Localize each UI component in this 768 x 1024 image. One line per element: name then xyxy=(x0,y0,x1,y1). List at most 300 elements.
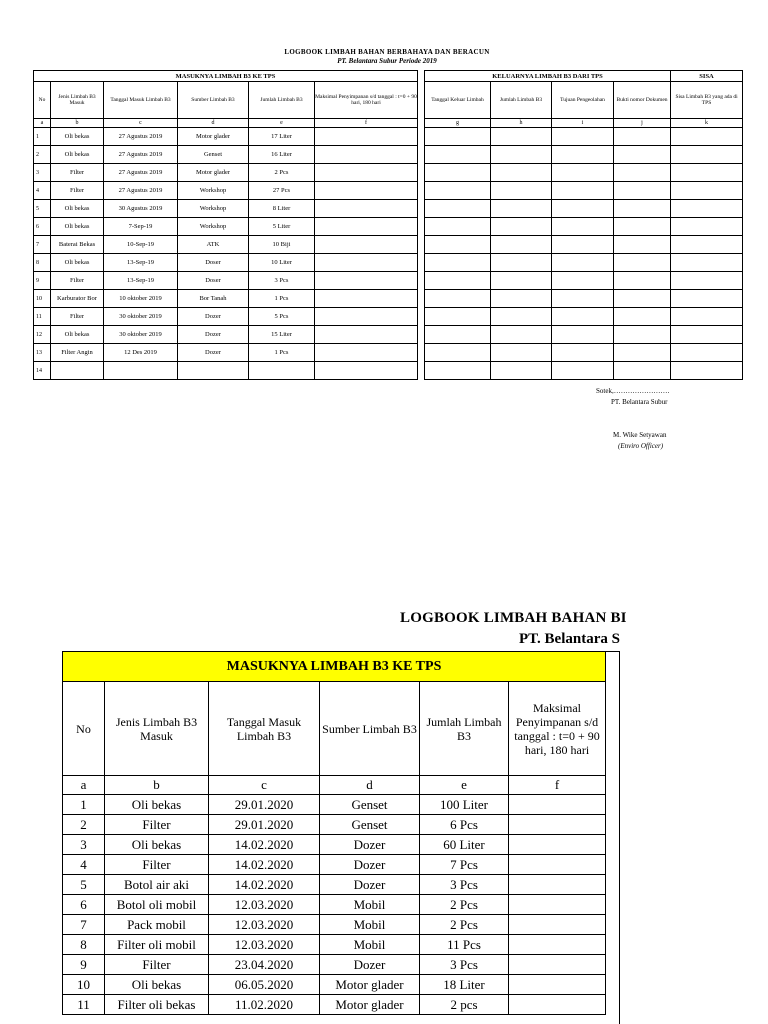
signature-company: PT. Belantara Subur xyxy=(611,398,668,406)
table-row xyxy=(34,254,418,272)
table-cell xyxy=(491,164,552,182)
table-cell: 12.03.2020 xyxy=(209,895,320,915)
section-in-header: MASUKNYA LIMBAH B3 KE TPS xyxy=(63,652,606,682)
table-cell xyxy=(509,995,606,1015)
table-cell xyxy=(614,236,671,254)
col-header: Tanggal Masuk Limbah B3 xyxy=(104,82,178,119)
table-cell xyxy=(552,362,614,380)
table-cell xyxy=(315,218,418,236)
table-cell: Pack mobil xyxy=(105,915,209,935)
table-cell: Motor glader xyxy=(320,995,420,1015)
table-cell: Dozer xyxy=(320,875,420,895)
table-cell xyxy=(315,362,418,380)
table-cell xyxy=(425,290,491,308)
table-cell xyxy=(614,326,671,344)
table-cell xyxy=(509,895,606,915)
col-letter: a xyxy=(63,776,105,795)
table-cell xyxy=(104,362,178,380)
column-header-row xyxy=(34,82,418,119)
table-cell: Motor glader xyxy=(178,164,249,182)
table-cell xyxy=(552,200,614,218)
table-cell xyxy=(614,218,671,236)
col-letter: k xyxy=(671,119,743,128)
table-cell xyxy=(491,344,552,362)
col-header: Jenis Limbah B3 Masuk xyxy=(105,682,209,776)
table-cell: 7 xyxy=(63,915,105,935)
table-cell xyxy=(614,128,671,146)
table-cell xyxy=(671,200,743,218)
table-cell: Dozer xyxy=(178,344,249,362)
table-cell xyxy=(509,915,606,935)
table-cell: Filter xyxy=(51,182,104,200)
table-edge-line xyxy=(619,651,620,1024)
col-letter: e xyxy=(420,776,509,795)
table-cell: Oli bekas xyxy=(51,326,104,344)
col-letter: d xyxy=(178,119,249,128)
col-letter: f xyxy=(509,776,606,795)
section-in-header: MASUKNYA LIMBAH B3 KE TPS xyxy=(34,71,418,82)
table-cell: 3 xyxy=(63,835,105,855)
table-cell: Baterai Bekas xyxy=(51,236,104,254)
table-cell: 2 pcs xyxy=(420,995,509,1015)
table-cell xyxy=(671,146,743,164)
table-cell xyxy=(509,835,606,855)
table-cell xyxy=(425,200,491,218)
table-cell: Workshop xyxy=(178,182,249,200)
table-row xyxy=(63,935,606,955)
table-cell: Filter xyxy=(51,308,104,326)
column-header-row xyxy=(425,82,743,119)
table-cell xyxy=(509,955,606,975)
table-row xyxy=(63,975,606,995)
table-row xyxy=(34,218,418,236)
table-cell: Mobil xyxy=(320,935,420,955)
table-row xyxy=(425,272,743,290)
table-cell: 5 Pcs xyxy=(249,308,315,326)
table-cell: Dozer xyxy=(320,835,420,855)
table-cell: 2 Pcs xyxy=(420,915,509,935)
column-header-row xyxy=(63,682,606,776)
table-row xyxy=(425,200,743,218)
table-cell: 12.03.2020 xyxy=(209,915,320,935)
table-row xyxy=(34,326,418,344)
table-cell xyxy=(614,200,671,218)
table-cell: Filter xyxy=(51,164,104,182)
table-body xyxy=(63,795,606,1015)
table-cell xyxy=(315,128,418,146)
table-cell xyxy=(315,290,418,308)
table-cell: ATK xyxy=(178,236,249,254)
table-cell: 14.02.2020 xyxy=(209,835,320,855)
col-letter: a xyxy=(34,119,51,128)
table-cell xyxy=(614,272,671,290)
table-cell: 10 Liter xyxy=(249,254,315,272)
col-header: Maksimal Penyimpanan s/d tanggal : t=0 + 90 hari, 180 hari xyxy=(315,82,418,119)
logbook-subtitle: PT. Belantara Subur Periode 2019 xyxy=(337,57,437,65)
table-cell: 3 xyxy=(34,164,51,182)
table-row xyxy=(63,895,606,915)
section-header-row xyxy=(63,652,606,682)
table-row xyxy=(34,290,418,308)
table-cell: Workshop xyxy=(178,218,249,236)
signature-name: M. Wike Setyawan xyxy=(613,431,667,439)
table-cell: Oli bekas xyxy=(51,218,104,236)
table-cell xyxy=(614,362,671,380)
table-cell: 27 Agustus 2019 xyxy=(104,146,178,164)
table-cell: 13 xyxy=(34,344,51,362)
table-cell xyxy=(671,290,743,308)
table-cell: Oli bekas xyxy=(105,795,209,815)
table-cell xyxy=(552,344,614,362)
table-cell xyxy=(315,308,418,326)
logbook-title: LOGBOOK LIMBAH BAHAN BERBAHAYA DAN BERACUN xyxy=(284,48,490,56)
table-cell: 1 Pcs xyxy=(249,290,315,308)
table-cell: 14.02.2020 xyxy=(209,875,320,895)
table-cell: Dozer xyxy=(178,326,249,344)
table-row xyxy=(425,236,743,254)
col-header: No xyxy=(63,682,105,776)
table-cell: 14 xyxy=(34,362,51,380)
table-cell: Doser xyxy=(178,272,249,290)
table-cell: 29.01.2020 xyxy=(209,815,320,835)
col-letter: c xyxy=(104,119,178,128)
col-header: Sumber Limbah B3 xyxy=(320,682,420,776)
table-cell: Filter oli mobil xyxy=(105,935,209,955)
table-cell: 100 Liter xyxy=(420,795,509,815)
table-cell: 27 Agustus 2019 xyxy=(104,128,178,146)
table-cell xyxy=(425,128,491,146)
outgoing-waste-table xyxy=(424,70,743,380)
table-cell: Dozer xyxy=(178,308,249,326)
table-cell: 10 Biji xyxy=(249,236,315,254)
table-cell xyxy=(315,146,418,164)
table-cell xyxy=(671,218,743,236)
table-cell: 30 oktober 2019 xyxy=(104,308,178,326)
table-cell: 7 Pcs xyxy=(420,855,509,875)
table-cell: Workshop xyxy=(178,200,249,218)
table-cell xyxy=(425,254,491,272)
table-cell xyxy=(315,272,418,290)
table-row xyxy=(63,835,606,855)
table-cell: Botol air aki xyxy=(105,875,209,895)
col-letter: b xyxy=(51,119,104,128)
table-cell xyxy=(552,164,614,182)
table-row xyxy=(34,236,418,254)
table-cell xyxy=(552,272,614,290)
table-cell xyxy=(509,815,606,835)
table-cell xyxy=(552,182,614,200)
table-cell xyxy=(315,326,418,344)
table-body xyxy=(425,128,743,380)
table-cell xyxy=(249,362,315,380)
table-cell: 7-Sep-19 xyxy=(104,218,178,236)
col-header: Tanggal Masuk Limbah B3 xyxy=(209,682,320,776)
table-cell: 10 oktober 2019 xyxy=(104,290,178,308)
table-cell xyxy=(671,164,743,182)
table-cell xyxy=(552,308,614,326)
table-cell xyxy=(315,200,418,218)
table-cell xyxy=(509,875,606,895)
table-cell xyxy=(315,236,418,254)
table-cell xyxy=(491,218,552,236)
logbook-title-large: LOGBOOK LIMBAH BAHAN BI xyxy=(400,610,627,626)
table-cell: 30 oktober 2019 xyxy=(104,326,178,344)
table-row xyxy=(34,146,418,164)
table-cell: 30 Agustus 2019 xyxy=(104,200,178,218)
table-cell xyxy=(491,200,552,218)
col-header: Sisa Limbah B3 yang ada di TPS xyxy=(671,82,743,119)
table-cell: 10-Sep-19 xyxy=(104,236,178,254)
signature-place: Sotek,…………………… xyxy=(596,387,670,395)
table-cell xyxy=(552,236,614,254)
table-cell: 18 Liter xyxy=(420,975,509,995)
table-cell: 7 xyxy=(34,236,51,254)
table-cell: 15 Liter xyxy=(249,326,315,344)
table-cell xyxy=(178,362,249,380)
table-cell xyxy=(614,146,671,164)
table-row xyxy=(63,995,606,1015)
table-cell: 1 xyxy=(63,795,105,815)
table-row xyxy=(63,955,606,975)
table-cell: Filter Angin xyxy=(51,344,104,362)
table-cell xyxy=(425,308,491,326)
table-cell: 2 xyxy=(34,146,51,164)
table-cell: 27 Agustus 2019 xyxy=(104,182,178,200)
table-cell xyxy=(491,326,552,344)
table-cell: 8 xyxy=(34,254,51,272)
table-cell: 13-Sep-19 xyxy=(104,272,178,290)
table-cell xyxy=(425,218,491,236)
table-cell: 3 Pcs xyxy=(420,955,509,975)
table-cell xyxy=(614,290,671,308)
table-cell: Oli bekas xyxy=(105,975,209,995)
table-cell: Oli bekas xyxy=(51,128,104,146)
section-header-row xyxy=(34,71,418,82)
table-cell: 12.03.2020 xyxy=(209,935,320,955)
table-cell: 5 Liter xyxy=(249,218,315,236)
table-cell xyxy=(671,344,743,362)
table-cell: 3 Pcs xyxy=(420,875,509,895)
table-row xyxy=(425,308,743,326)
table-cell xyxy=(491,128,552,146)
section-out-header: KELUARNYA LIMBAH B3 DARI TPS xyxy=(425,71,671,82)
table-cell xyxy=(552,218,614,236)
table-row xyxy=(425,182,743,200)
table-cell xyxy=(491,290,552,308)
incoming-waste-table-large xyxy=(62,651,606,1015)
table-cell: 1 xyxy=(34,128,51,146)
table-cell: Oli bekas xyxy=(51,254,104,272)
table-row xyxy=(425,362,743,380)
table-cell: 11 xyxy=(34,308,51,326)
table-cell xyxy=(425,236,491,254)
col-letter: i xyxy=(552,119,614,128)
table-cell xyxy=(552,128,614,146)
table-row xyxy=(34,128,418,146)
table-cell: 8 xyxy=(63,935,105,955)
table-cell: Motor glader xyxy=(320,975,420,995)
col-letter: j xyxy=(614,119,671,128)
table-cell xyxy=(614,254,671,272)
table-cell xyxy=(425,182,491,200)
table-cell xyxy=(552,326,614,344)
table-cell: 2 Pcs xyxy=(420,895,509,915)
table-row xyxy=(425,146,743,164)
table-row xyxy=(34,362,418,380)
table-cell: 12 xyxy=(34,326,51,344)
table-cell xyxy=(491,308,552,326)
table-cell xyxy=(491,272,552,290)
table-cell xyxy=(51,362,104,380)
col-letter: d xyxy=(320,776,420,795)
table-cell: 6 xyxy=(34,218,51,236)
table-cell: 6 Pcs xyxy=(420,815,509,835)
table-cell: 27 Pcs xyxy=(249,182,315,200)
table-cell: Filter xyxy=(105,955,209,975)
table-cell: 14.02.2020 xyxy=(209,855,320,875)
table-cell: Mobil xyxy=(320,915,420,935)
table-cell xyxy=(315,254,418,272)
col-header: Sumber Limbah B3 xyxy=(178,82,249,119)
col-header: Tanggal Keluar Limbah xyxy=(425,82,491,119)
col-header: Bukti nomor Dokumen xyxy=(614,82,671,119)
table-cell xyxy=(671,326,743,344)
table-cell: 11 Pcs xyxy=(420,935,509,955)
table-cell: Bor Tanah xyxy=(178,290,249,308)
table-cell xyxy=(509,935,606,955)
table-cell: Botol oli mobil xyxy=(105,895,209,915)
table-cell: Karburator Bor xyxy=(51,290,104,308)
table-cell: 2 Pcs xyxy=(249,164,315,182)
table-cell xyxy=(315,182,418,200)
table-cell xyxy=(425,362,491,380)
table-cell xyxy=(614,182,671,200)
col-header: Jumlah Limbah B3 xyxy=(420,682,509,776)
table-cell: 3 Pcs xyxy=(249,272,315,290)
table-cell: 23.04.2020 xyxy=(209,955,320,975)
table-cell: 9 xyxy=(63,955,105,975)
table-row xyxy=(425,344,743,362)
table-cell xyxy=(671,254,743,272)
table-cell xyxy=(671,236,743,254)
col-header: Maksimal Penyimpanan s/d tanggal : t=0 + 90 hari, 180 hari xyxy=(509,682,606,776)
table-cell: 27 Agustus 2019 xyxy=(104,164,178,182)
table-cell xyxy=(509,975,606,995)
table-cell: 9 xyxy=(34,272,51,290)
table-row xyxy=(425,254,743,272)
table-cell: Dozer xyxy=(320,955,420,975)
table-cell xyxy=(671,362,743,380)
table-cell: 4 xyxy=(63,855,105,875)
table-cell xyxy=(491,254,552,272)
table-row xyxy=(34,200,418,218)
table-cell: Filter xyxy=(105,855,209,875)
table-row xyxy=(425,128,743,146)
signature-role: (Enviro Officer) xyxy=(618,442,664,450)
table-cell xyxy=(491,362,552,380)
table-edge-line xyxy=(605,651,619,652)
table-cell xyxy=(315,344,418,362)
table-cell: 10 xyxy=(34,290,51,308)
table-row xyxy=(63,795,606,815)
table-row xyxy=(34,164,418,182)
table-cell xyxy=(491,146,552,164)
table-cell xyxy=(671,308,743,326)
table-cell: 16 Liter xyxy=(249,146,315,164)
table-row xyxy=(63,815,606,835)
col-header: Jumlah Limbah B3 xyxy=(491,82,552,119)
table-cell xyxy=(552,254,614,272)
table-cell: 10 xyxy=(63,975,105,995)
table-cell xyxy=(614,164,671,182)
table-cell: 11.02.2020 xyxy=(209,995,320,1015)
section-rest-header: SISA xyxy=(671,71,743,82)
table-cell: 4 xyxy=(34,182,51,200)
table-cell: 6 xyxy=(63,895,105,915)
table-cell: 17 Liter xyxy=(249,128,315,146)
col-header: Jenis Limbah B3 Masuk xyxy=(51,82,104,119)
table-cell: 5 xyxy=(34,200,51,218)
table-cell: 60 Liter xyxy=(420,835,509,855)
table-cell: 12 Des 2019 xyxy=(104,344,178,362)
col-letter: g xyxy=(425,119,491,128)
table-cell: Motor glader xyxy=(178,128,249,146)
table-body xyxy=(34,128,418,380)
table-cell xyxy=(671,128,743,146)
table-row xyxy=(34,308,418,326)
col-header: Tujuan Pengeolahan xyxy=(552,82,614,119)
col-header: No xyxy=(34,82,51,119)
table-cell: Mobil xyxy=(320,895,420,915)
table-cell xyxy=(425,326,491,344)
col-letter: h xyxy=(491,119,552,128)
table-cell: Genset xyxy=(178,146,249,164)
table-cell: Dozer xyxy=(320,855,420,875)
incoming-waste-table xyxy=(33,70,418,380)
table-cell xyxy=(425,344,491,362)
table-cell xyxy=(509,795,606,815)
table-row xyxy=(34,344,418,362)
table-cell xyxy=(425,272,491,290)
section-header-row xyxy=(425,71,743,82)
table-row xyxy=(63,875,606,895)
table-cell: 11 xyxy=(63,995,105,1015)
table-row xyxy=(425,326,743,344)
table-cell xyxy=(614,308,671,326)
column-letter-row xyxy=(63,776,606,795)
table-cell: Filter oli bekas xyxy=(105,995,209,1015)
table-cell xyxy=(425,164,491,182)
table-cell: Filter xyxy=(51,272,104,290)
table-row xyxy=(34,182,418,200)
table-cell xyxy=(552,290,614,308)
col-letter: f xyxy=(315,119,418,128)
column-letter-row xyxy=(425,119,743,128)
table-cell: Filter xyxy=(105,815,209,835)
table-cell: 8 Liter xyxy=(249,200,315,218)
table-cell xyxy=(671,272,743,290)
table-cell xyxy=(491,182,552,200)
table-row xyxy=(63,855,606,875)
table-cell: Genset xyxy=(320,815,420,835)
table-cell: 13-Sep-19 xyxy=(104,254,178,272)
table-cell xyxy=(614,344,671,362)
logbook-subtitle-large: PT. Belantara S xyxy=(519,631,620,647)
col-header: Jumlah Limbah B3 xyxy=(249,82,315,119)
table-cell: Oli bekas xyxy=(51,200,104,218)
table-cell: 06.05.2020 xyxy=(209,975,320,995)
table-row xyxy=(425,218,743,236)
